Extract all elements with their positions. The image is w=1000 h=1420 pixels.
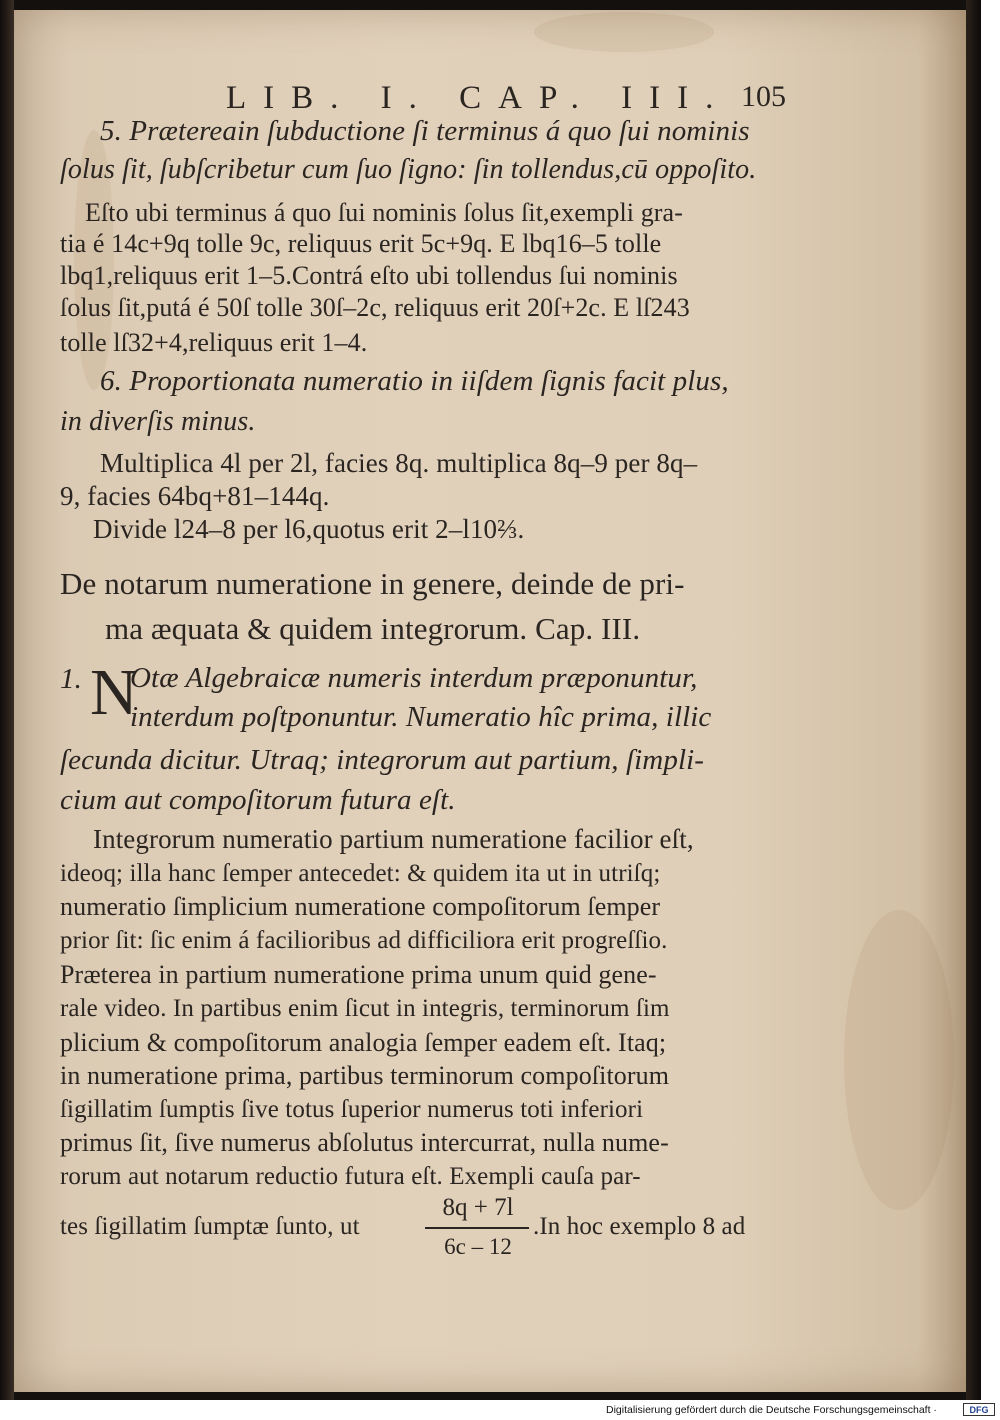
text-line: tes ſigillatim ſumptæ ſunto, ut	[60, 1213, 360, 1240]
text-line: numeratio ſimplicium numeratione compoſitorum ſemper	[60, 892, 661, 921]
text-line: ſigillatim ſumptis ſive totus ſuperior numerus toti inferiori	[60, 1096, 644, 1123]
text-line: Eſto ubi terminus á quo ſui nominis ſolus ſit,exempli gra-	[85, 198, 683, 227]
fraction-bar	[425, 1227, 529, 1229]
fraction	[423, 1191, 533, 1263]
paper-stain	[844, 910, 954, 1210]
text-line: ſecunda dicitur. Utraq; integrorum aut partium, ſimpli-	[60, 744, 705, 776]
text-line: cium aut compoſitorum futura eſt.	[60, 784, 456, 816]
paper-stain	[534, 12, 714, 52]
fraction-denominator: 6c – 12	[444, 1234, 512, 1259]
text-line: Divide l24–8 per l6,quotus erit 2–l10⅔.	[93, 514, 525, 544]
digitization-credit: Digitalisierung gefördert durch die Deutsche Forschungsgemeinschaft ·	[606, 1404, 937, 1416]
chapter-heading: ma æquata & quidem integrorum. Cap. III.	[105, 611, 641, 646]
text-line: prior ſit: ſic enim á facilioribus ad difficiliora erit progreſſio.	[60, 927, 668, 954]
text-line: Integrorum numeratio partium numeratione facilior eſt,	[93, 824, 694, 854]
text-line: Otæ Algebraicæ numeris interdum præponuntur,	[130, 662, 698, 694]
text-line: 5. Prætereain ſubductione ſi terminus á quo ſui nominis	[100, 115, 750, 147]
text-line: rale video. In partibus enim ſicut in integris, terminorum ſim	[60, 995, 670, 1022]
binding-shadow	[966, 0, 981, 1400]
text-line: ideoq; illa hanc ſemper antecedet: & quidem ita ut in utriſq;	[60, 860, 661, 887]
text-line: interdum poſtponuntur. Numeratio hîc prima, illic	[130, 701, 712, 733]
text-line: lbq1,reliquus erit 1–5.Contrá eſto ubi tollendus ſui nominis	[60, 261, 678, 290]
text-line: Multiplica 4l per 2l, facies 8q. multiplica 8q–9 per 8q–	[100, 448, 698, 478]
text-line: in diverſis minus.	[60, 406, 256, 437]
text-line: ſolus ſit,putá é 50ſ tolle 30ſ–2c, reliquus erit 20ſ+2c. E lſ243	[60, 293, 690, 322]
text-line: in numeratione prima, partibus terminorum compoſitorum	[60, 1061, 670, 1090]
text-line: tia é 14c+9q tolle 9c, reliquus erit 5c+9q. E lbq16–5 tolle	[60, 229, 662, 258]
fraction-numerator: 8q + 7l	[442, 1194, 514, 1221]
text-line: plicium & compoſitorum analogia ſemper eadem eſt. Itaq;	[60, 1028, 667, 1057]
text-line: .In hoc exemplo 8 ad	[533, 1213, 746, 1240]
text-line: primus ſit, ſive numerus abſolutus intercurrat, nulla nume-	[60, 1128, 669, 1157]
text-line: 9, facies 64bq+81–144q.	[60, 481, 330, 511]
text-line: rorum aut notarum reductio futura eſt. Exempli cauſa par-	[60, 1163, 641, 1190]
text-line: ſolus ſit, ſubſcribetur cum ſuo ſigno: ſin tollendus,cū oppoſito.	[60, 154, 757, 185]
dfg-logo: DFG	[963, 1403, 995, 1416]
text-line: tolle lſ32+4,reliquus erit 1–4.	[60, 328, 368, 357]
drop-cap: N	[90, 656, 138, 729]
page-number: 105	[741, 80, 786, 113]
page-left-edge	[0, 0, 14, 1400]
text-line: Præterea in partium numeratione prima unum quid gene-	[60, 960, 657, 989]
running-header: LIB. I. CAP. III.	[226, 80, 731, 116]
chapter-heading: De notarum numeratione in genere, deinde de pri-	[60, 566, 685, 601]
text-line: 6. Proportionata numeratio in iiſdem ſignis facit plus,	[100, 365, 729, 397]
section-number: 1.	[60, 663, 82, 695]
